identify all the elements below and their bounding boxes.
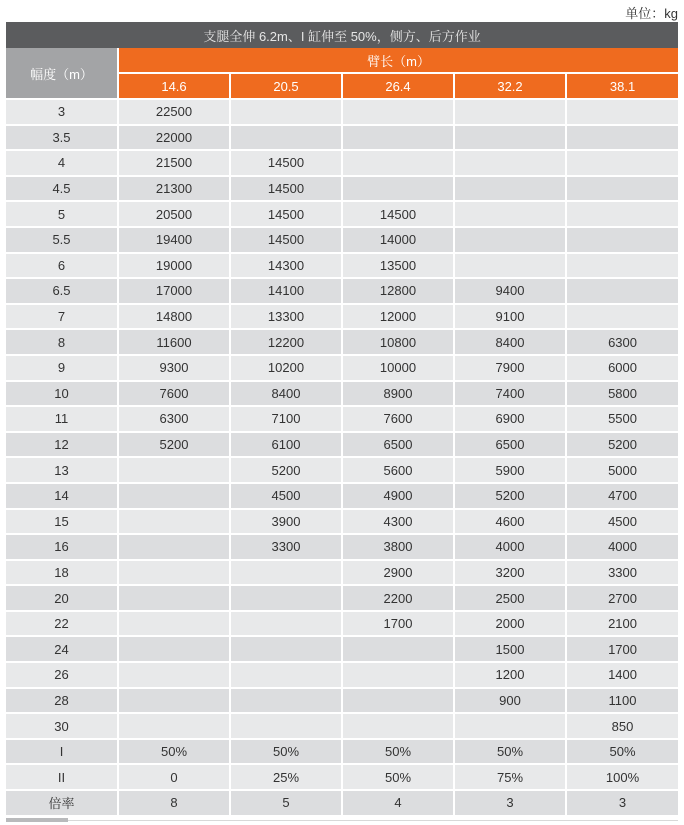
load-value-cell: 11600 [118,329,230,355]
load-value-cell: 5500 [566,406,678,432]
range-header: 幅度（m） [6,48,118,99]
load-value-cell [342,125,454,151]
table-row [6,150,678,176]
load-value-cell: 12200 [230,329,342,355]
load-value-cell [230,713,342,739]
load-value-cell [342,688,454,714]
table-row [6,560,678,586]
load-value-cell: 0 [118,764,230,790]
load-value-cell: 6900 [454,406,566,432]
load-value-cell: 8400 [454,329,566,355]
load-value-cell [230,125,342,151]
table-row [6,611,678,637]
load-value-cell: 13500 [342,253,454,279]
load-value-cell: 12800 [342,278,454,304]
load-value-cell: 10000 [342,355,454,381]
range-cell: II [6,764,118,790]
range-cell: 倍率 [6,790,118,816]
table-row [6,329,678,355]
table-row [6,278,678,304]
load-value-cell [566,176,678,202]
load-value-cell [230,662,342,688]
range-cell: 8 [6,329,118,355]
range-cell: 5 [6,201,118,227]
load-value-cell: 4000 [566,534,678,560]
table-row [6,432,678,458]
load-value-cell: 6100 [230,432,342,458]
load-value-cell [342,150,454,176]
range-cell: 9 [6,355,118,381]
load-value-cell: 3 [566,790,678,816]
load-value-cell: 5200 [118,432,230,458]
load-value-cell: 14500 [342,201,454,227]
load-value-cell: 6500 [342,432,454,458]
table-row [6,406,678,432]
load-value-cell [342,713,454,739]
load-value-cell: 7100 [230,406,342,432]
range-cell: 26 [6,662,118,688]
load-value-cell [566,150,678,176]
load-value-cell: 17000 [118,278,230,304]
load-value-cell [118,636,230,662]
load-value-cell [342,662,454,688]
load-value-cell [230,636,342,662]
load-value-cell [230,560,342,586]
load-value-cell: 50% [118,739,230,765]
load-value-cell: 21500 [118,150,230,176]
load-value-cell: 5200 [454,483,566,509]
load-value-cell [118,585,230,611]
load-value-cell: 10800 [342,329,454,355]
load-value-cell [566,227,678,253]
load-value-cell: 14800 [118,304,230,330]
range-cell: 6.5 [6,278,118,304]
range-cell: 22 [6,611,118,637]
table-row [6,534,678,560]
load-value-cell: 4500 [566,509,678,535]
load-value-cell: 8 [118,790,230,816]
arm-length-cell: 20.5 [230,73,342,99]
load-value-cell: 50% [454,739,566,765]
table-row [6,253,678,279]
load-value-cell [342,99,454,125]
load-value-cell [454,253,566,279]
load-value-cell: 50% [342,739,454,765]
load-value-cell: 7600 [342,406,454,432]
load-value-cell: 3300 [566,560,678,586]
range-cell: 15 [6,509,118,535]
table-row [6,713,678,739]
table-caption: 支腿全伸 6.2m、I 缸伸至 50%，侧方、后方作业 [203,28,481,44]
load-value-cell: 22500 [118,99,230,125]
range-cell: 3 [6,99,118,125]
load-value-cell: 2900 [342,560,454,586]
load-value-cell: 4900 [342,483,454,509]
table-row [6,739,678,765]
load-value-cell [118,534,230,560]
load-value-cell [454,176,566,202]
load-value-cell [230,99,342,125]
load-value-cell [566,304,678,330]
load-value-cell [118,560,230,586]
range-cell: 4 [6,150,118,176]
load-value-cell: 4500 [230,483,342,509]
load-value-cell: 22000 [118,125,230,151]
range-cell: 24 [6,636,118,662]
range-cell: 30 [6,713,118,739]
table-row [6,355,678,381]
load-value-cell: 50% [342,764,454,790]
arm-length-cell: 14.6 [118,73,230,99]
load-value-cell: 25% [230,764,342,790]
range-cell: 20 [6,585,118,611]
load-value-cell: 3800 [342,534,454,560]
load-value-cell: 5900 [454,457,566,483]
range-cell: 13 [6,457,118,483]
arm-length-header: 臂长（m） [118,48,678,73]
load-value-cell: 900 [454,688,566,714]
load-value-cell [118,688,230,714]
load-value-cell: 2700 [566,585,678,611]
table-row [6,585,678,611]
load-value-cell: 1700 [342,611,454,637]
load-value-cell [118,457,230,483]
load-value-cell [118,509,230,535]
unit-label: 单位：kg [625,6,678,21]
table-row [6,483,678,509]
table-body [6,99,678,816]
table-row [6,176,678,202]
range-cell: 5.5 [6,227,118,253]
bottom-rule [68,820,678,821]
arm-length-cell: 32.2 [454,73,566,99]
load-value-cell: 2200 [342,585,454,611]
table-row [6,125,678,151]
load-value-cell [230,611,342,637]
range-cell: 16 [6,534,118,560]
load-value-cell: 3300 [230,534,342,560]
load-value-cell: 14500 [230,227,342,253]
arm-length-cell: 38.1 [566,73,678,99]
load-value-cell: 14300 [230,253,342,279]
range-cell: 10 [6,381,118,407]
load-value-cell: 5 [230,790,342,816]
load-value-cell: 9100 [454,304,566,330]
load-value-cell: 6000 [566,355,678,381]
load-value-cell: 2500 [454,585,566,611]
load-value-cell [566,99,678,125]
load-value-cell: 5200 [230,457,342,483]
load-value-cell: 14000 [342,227,454,253]
load-value-cell: 6500 [454,432,566,458]
load-value-cell [342,176,454,202]
load-value-cell: 14500 [230,201,342,227]
arm-length-cell: 26.4 [342,73,454,99]
load-value-cell: 7600 [118,381,230,407]
load-value-cell: 3 [454,790,566,816]
load-value-cell: 6300 [566,329,678,355]
range-cell: 11 [6,406,118,432]
load-value-cell: 20500 [118,201,230,227]
load-value-cell [454,201,566,227]
load-value-cell: 12000 [342,304,454,330]
load-value-cell: 19400 [118,227,230,253]
load-value-cell: 1200 [454,662,566,688]
load-value-cell [454,713,566,739]
range-cell: 3.5 [6,125,118,151]
load-value-cell: 1400 [566,662,678,688]
load-value-cell [566,253,678,279]
load-value-cell: 75% [454,764,566,790]
load-value-cell [454,227,566,253]
load-value-cell: 1100 [566,688,678,714]
load-value-cell: 50% [566,739,678,765]
load-value-cell [566,125,678,151]
load-value-cell: 4700 [566,483,678,509]
table-row [6,227,678,253]
table-row [6,457,678,483]
load-value-cell: 8400 [230,381,342,407]
load-value-cell: 5000 [566,457,678,483]
load-value-cell: 13300 [230,304,342,330]
load-value-cell: 5200 [566,432,678,458]
load-value-cell: 2000 [454,611,566,637]
load-value-cell: 10200 [230,355,342,381]
table-row [6,764,678,790]
table-row [6,636,678,662]
load-value-cell: 3200 [454,560,566,586]
load-value-cell: 14100 [230,278,342,304]
load-value-cell: 6300 [118,406,230,432]
range-cell: 4.5 [6,176,118,202]
range-cell: 12 [6,432,118,458]
load-value-cell: 19000 [118,253,230,279]
load-value-cell [566,201,678,227]
table-row [6,304,678,330]
load-value-cell: 8900 [342,381,454,407]
range-cell: 18 [6,560,118,586]
load-value-cell: 4600 [454,509,566,535]
load-value-cell: 5600 [342,457,454,483]
table-row [6,201,678,227]
load-value-cell: 9400 [454,278,566,304]
table-row [6,99,678,125]
table-row [6,790,678,816]
load-value-cell: 9300 [118,355,230,381]
load-value-cell: 50% [230,739,342,765]
load-value-cell: 1700 [566,636,678,662]
load-value-cell [454,150,566,176]
range-cell: 7 [6,304,118,330]
load-value-cell [566,278,678,304]
table-row [6,688,678,714]
load-value-cell: 2100 [566,611,678,637]
load-value-cell: 14500 [230,176,342,202]
bottom-accent-line [6,818,68,822]
load-value-cell: 3900 [230,509,342,535]
range-cell: 6 [6,253,118,279]
load-value-cell [230,585,342,611]
load-value-cell [118,713,230,739]
load-value-cell: 21300 [118,176,230,202]
load-value-cell: 5800 [566,381,678,407]
load-value-cell [230,688,342,714]
load-value-cell [454,125,566,151]
load-value-cell: 7400 [454,381,566,407]
load-chart-table [6,22,678,817]
load-value-cell [118,483,230,509]
load-value-cell: 14500 [230,150,342,176]
load-value-cell: 100% [566,764,678,790]
load-value-cell: 4300 [342,509,454,535]
table-row [6,509,678,535]
table-row [6,662,678,688]
load-value-cell: 4 [342,790,454,816]
load-value-cell: 850 [566,713,678,739]
load-value-cell [342,636,454,662]
load-value-cell: 7900 [454,355,566,381]
range-cell: 28 [6,688,118,714]
load-value-cell [118,611,230,637]
load-value-cell [454,99,566,125]
load-value-cell [118,662,230,688]
load-value-cell: 1500 [454,636,566,662]
range-cell: I [6,739,118,765]
table-row [6,381,678,407]
load-value-cell: 4000 [454,534,566,560]
range-cell: 14 [6,483,118,509]
